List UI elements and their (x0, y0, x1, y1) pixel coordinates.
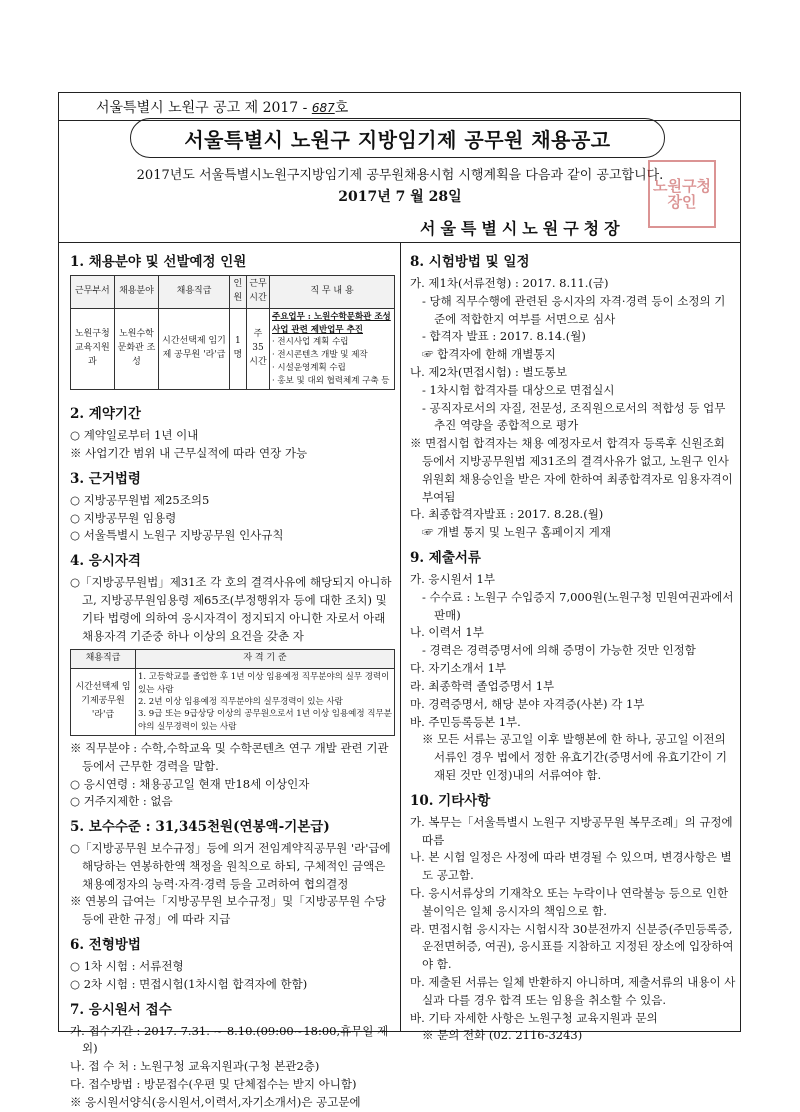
duty-main: 주요업무 : 노원수학문화관 조성 사업 관련 제반업무 추진 (272, 311, 391, 335)
application-line: 다. 접수방법 : 방문접수(우편 및 단체접수는 받지 아니함) (70, 1077, 357, 1092)
th-dept: 근무부서 (71, 275, 115, 308)
th-field: 채용분야 (114, 275, 159, 308)
other-line: 다. 응시서류상의 기재착오 또는 누락이나 연락불능 등으로 인한 불이익은 일체 응시자의 책임으로 함. (410, 885, 729, 918)
th-qual-grade: 채용직급 (71, 650, 136, 669)
exam-line: ※ 면접시험 합격자는 채용 예정자로서 합격자 등록후 신원조회 등에서 지방공무원법 제31조의 결격사유가 없고, 노원구 인사위원회 채용승인을 받은 자에 한하여 최종합격자로 임용자격이 부여됨 (410, 436, 733, 504)
application-line: 가. 접수기간 : 2017. 7.31. ~ 8.10.(09:00~18:00,휴무일 제외) (70, 1023, 389, 1056)
section-7-title: 7. 응시원서 접수 (70, 1001, 172, 1018)
section-3-title: 3. 근거법령 (70, 470, 141, 487)
section-2-title: 2. 계약기간 (70, 406, 141, 423)
section-6-title: 6. 전형방법 (70, 937, 141, 954)
exam-line: - 합격자 발표 : 2017. 8.14.(월) (422, 329, 586, 344)
exam-line: 가. 제1차(서류전형) : 2017. 8.11.(금) (410, 275, 609, 290)
cell-dept: 노원구청 교육지원과 (71, 308, 115, 390)
section-1-title: 1. 채용분야 및 선발예정 인원 (70, 254, 247, 270)
notice-number (96, 97, 348, 117)
criterion: 1. 고등학교를 졸업한 후 1년 이상 임용예정 직무분야의 실무 경력이 있는 사람 (138, 672, 390, 695)
issuer: 서울특별시노원구청장 (420, 219, 625, 238)
duty-item: · 전시콘텐츠 개발 및 제작 (272, 350, 368, 361)
application-line: 나. 접 수 처 : 노원구청 교육지원과(구청 본관2층) (70, 1059, 320, 1074)
th-count: 인원 (229, 275, 246, 308)
cell-count: 1명 (229, 308, 246, 390)
exam-line: - 당해 직무수행에 관련된 응시자의 자격·경력 등이 소정의 기준에 적합한지 여부를 서면으로 심사 (422, 293, 726, 326)
intro-text: 2017년도 서울특별시노원구지방임기제 공무원채용시험 시행계획을 다음과 같이 공고합니다. (136, 168, 664, 183)
notice-number-text: 서울특별시 노원구 공고 제 2017 - (96, 100, 308, 116)
law-line: ○ 서울특별시 노원구 지방공무원 인사규칙 (70, 528, 284, 543)
duty-item: · 전시사업 계획 수립 (272, 337, 349, 348)
document-line: 라. 최종학력 졸업증명서 1부 (410, 678, 555, 693)
document-line: - 경력은 경력증명서에 의해 증명이 가능한 것만 인정함 (422, 643, 696, 658)
th-hours: 근무시간 (247, 275, 270, 308)
salary-line: ※ 연봉의 급여는「지방공무원 보수규정」및「지방공무원 수당 등에 관한 규정」에 따라 지급 (70, 894, 387, 927)
salary-line: ○「지방공무원 보수규정」등에 의거 전임계약직공무원 '라'급에 해당하는 연봉하한액 책정을 원칙으로 하되, 구체적인 금액은 채용예정자의 능력·자격·경력 등을 고려하여 협의결정 (70, 841, 391, 891)
section-4-title: 4. 응시자격 (70, 553, 141, 570)
document-line: 바. 주민등록등본 1부. (410, 714, 521, 729)
page-title: 서울특별시 노원구 지방임기제 공무원 채용공고 (130, 118, 665, 158)
section-5-title: 5. 보수수준 : 31,345천원(연봉액-기본급) (70, 819, 330, 836)
section-8-title: 8. 시험방법 및 일정 (410, 254, 530, 270)
other-line: 바. 기타 자세한 사항은 노원구청 교육지원과 문의 (410, 1010, 658, 1025)
selection-line: ○ 2차 시험 : 면접시험(1차시험 합격자에 한함) (70, 976, 308, 991)
qual-grade: 시간선택제 임기제공무원 '라'급 (71, 669, 136, 736)
section-9-title: 9. 제출서류 (410, 550, 481, 567)
notice-handwritten-number: 687 (311, 101, 335, 115)
document-line: - 수수료 : 노원구 수입증지 7,000원(노원구청 민원여권과에서 판매) (422, 589, 734, 622)
duty-item: · 홍보 및 대외 협력체계 구축 등 (272, 375, 390, 386)
selection-line: ○ 1차 시험 : 서류전형 (70, 959, 184, 974)
th-duties: 직 무 내 용 (270, 275, 395, 308)
section-10-title: 10. 기타사항 (410, 792, 491, 809)
notice-date: 2017년 7 월 28일 (338, 189, 462, 205)
eligibility-note: ○ 응시연령 : 채용공고일 현재 만18세 이상인자 (70, 776, 310, 791)
other-line: 가. 복무는「서울특별시 노원구 지방공무원 복무조례」의 규정에 따름 (410, 814, 733, 847)
qualification-table (70, 649, 395, 736)
recruitment-table (70, 275, 395, 390)
application-line: ※ 응시원서양식(응시원서,이력서,자기소개서)은 공고문에 (70, 1094, 361, 1109)
law-line: ○ 지방공무원법 제25조의5 (70, 492, 210, 507)
left-column (70, 246, 395, 1112)
contract-line: ※ 사업기간 범위 내 근무실적에 따라 연장 가능 (70, 446, 308, 461)
exam-line: - 공직자로서의 자질, 전문성, 조직원으로서의 적합성 등 업무추진 역량을 종합적으로 평가 (422, 400, 726, 433)
qual-criteria (136, 669, 395, 736)
eligibility-note: ※ 직무분야 : 수학,수학교육 및 수학콘텐츠 연구 개발 관련 기관 등에서 근무한 경력을 말함. (70, 740, 389, 773)
criterion: 3. 9급 또는 9급상당 이상의 공무원으로서 1년 이상 임용예정 직무분야의 실무경력이 있는 사람 (138, 709, 392, 732)
other-line: 마. 제출된 서류는 일체 반환하지 아니하며, 제출서류의 내용이 사실과 다를 경우 합격 또는 임용을 취소할 수 있음. (410, 975, 736, 1007)
law-line: ○ 지방공무원 임용령 (70, 510, 177, 525)
document-line: 가. 응시원서 1부 (410, 572, 495, 587)
exam-line: - 1차시험 합격자를 대상으로 면접실시 (422, 382, 615, 397)
other-line: 나. 본 시험 일정은 사정에 따라 변경될 수 있으며, 변경사항은 별도 공고함. (410, 850, 732, 883)
document-line: ※ 모든 서류는 공고일 이후 발행본에 한 하나, 공고일 이전의 서류인 경우 법에서 정한 유효기간(증명서에 유효기간이 기재된 것만 인정)내의 서류여야 함. (422, 732, 728, 782)
document-line: 나. 이력서 1부 (410, 625, 484, 640)
cell-hours: 주 35 시간 (247, 308, 270, 390)
th-grade: 채용직급 (159, 275, 229, 308)
criterion: 2. 2년 이상 임용예정 직무분야의 실무경력이 있는 사람 (138, 696, 343, 707)
cell-duties (270, 308, 395, 390)
th-qual-criteria: 자 격 기 준 (136, 650, 395, 669)
contact-phone: ※ 문의 전화 (02. 2116-3243) (422, 1028, 583, 1043)
exam-line: 다. 최종합격자발표 : 2017. 8.28.(월) (410, 507, 604, 522)
cell-grade: 시간선택제 임기제 공무원 '라'급 (159, 308, 229, 390)
right-column (410, 246, 736, 1045)
contract-line: ○ 계약일로부터 1년 이내 (70, 428, 199, 443)
notice-suffix: 호 (334, 100, 349, 116)
eligibility-body: ○「지방공무원법」제31조 각 호의 결격사유에 해당되지 아니하고, 지방공무원임용령 제65조(부정행위자 등에 대한 조치) 및 기타 법령에 의하여 응시자격이 정지되지 아니한 자로서 아래 채용자격 기준중 하나 이상의 요건을 갖춘 자 (70, 575, 392, 643)
official-seal: 노원구청장인 (648, 160, 716, 228)
document-line: 다. 자기소개서 1부 (410, 661, 507, 676)
exam-line: ☞ 개별 통지 및 노원구 홈페이지 게재 (422, 525, 611, 540)
eligibility-note: ○ 거주지제한 : 없음 (70, 794, 173, 809)
exam-line: ☞ 합격자에 한해 개별통지 (422, 347, 556, 362)
document-line: 마. 경력증명서, 해당 분야 자격증(사본) 각 1부 (410, 696, 645, 711)
exam-line: 나. 제2차(면접시험) : 별도통보 (410, 364, 567, 379)
cell-field: 노원수학 문화관 조성 (114, 308, 159, 390)
column-divider (400, 242, 401, 1032)
other-line: 라. 면접시험 응시자는 시험시작 30분전까지 신분증(주민등록증, 운전면허증, 여권), 응시표를 지참하고 지정된 장소에 입장하여야 함. (410, 921, 734, 972)
duty-item: · 시설운영계획 수립 (272, 362, 346, 373)
